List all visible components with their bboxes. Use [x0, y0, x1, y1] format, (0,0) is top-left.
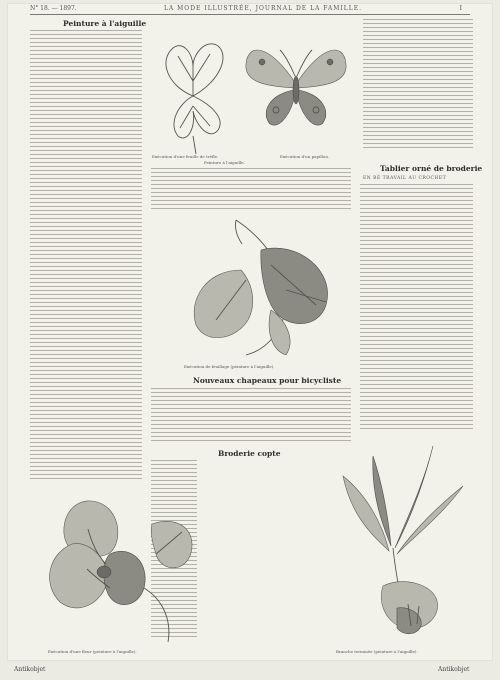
issue-number: N° 18. — 1897. [30, 5, 77, 12]
caption-fleur: Exécution d'une fleur (peinture à l'aiguille). [48, 649, 137, 654]
running-head [8, 4, 492, 14]
caption-feuille-trefle: Exécution d'une feuille de trèfle. [152, 154, 219, 159]
foliage-illustration [176, 210, 346, 360]
footer-watermark-left: Antikobjet [14, 666, 46, 673]
butterfly-illustration [240, 24, 352, 156]
footer-watermark-right: Antikobjet [438, 666, 470, 673]
flower-illustration [32, 484, 202, 644]
text-column-left [30, 30, 142, 480]
page-number: I [459, 5, 462, 12]
caption-branche: Branche terminée (peinture à l'aiguille). [336, 649, 418, 654]
journal-title: LA MODE ILLUSTRÉE, JOURNAL DE LA FAMILLE. [163, 5, 363, 12]
text-column-right [360, 184, 473, 429]
chapeaux-title: Nouveaux chapeaux pour bicycliste [193, 376, 342, 385]
caption-feuillage: Exécution de feuillage (peinture à l'aiguille). [184, 364, 275, 369]
broderie-title: Broderie copte [218, 449, 281, 458]
tablier-subtitle: EN BÉ TRAVAIL AU CROCHET [363, 176, 447, 181]
text-block-center-top [151, 168, 351, 212]
branch-illustration [313, 436, 483, 656]
caption-papillon: Exécution d'un papillon. [280, 154, 330, 159]
clover-leaf-illustration [148, 26, 238, 156]
caption-peinture: Peinture à l'aiguille. [204, 160, 245, 165]
newspaper-page [8, 4, 492, 660]
text-column-right-top [363, 19, 473, 149]
header-rule [30, 14, 470, 15]
tablier-title: Tablier orné de broderie [380, 164, 483, 173]
peinture-title: Peinture à l'aiguille [63, 19, 147, 28]
